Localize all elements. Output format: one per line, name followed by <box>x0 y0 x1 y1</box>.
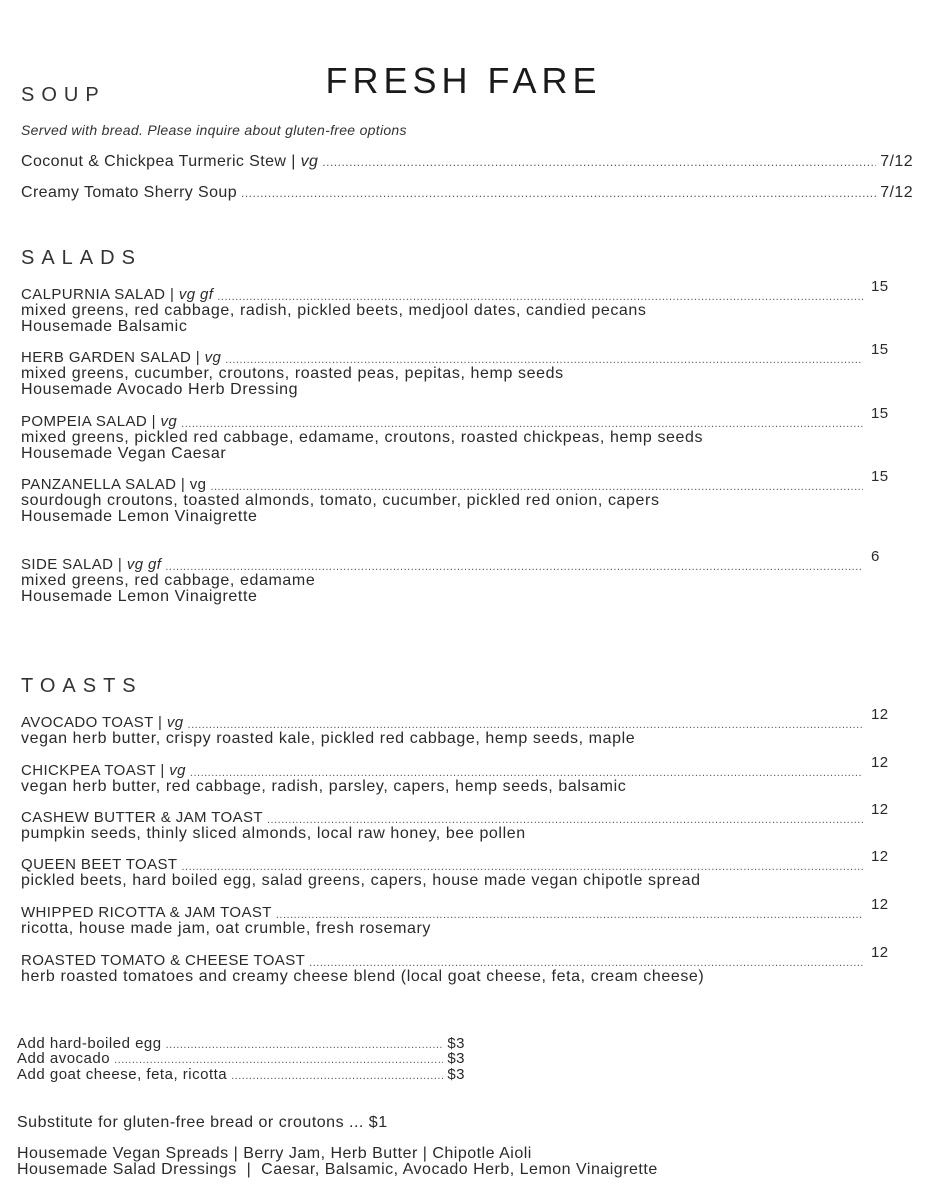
item-price: 15 <box>871 405 889 422</box>
item-price: 12 <box>871 944 889 961</box>
item-price: 15 <box>871 341 889 358</box>
item-name: PANZANELLA SALAD | vg <box>21 476 207 493</box>
toast-item <box>21 848 893 889</box>
housemade-dressings-note: Housemade Salad Dressings | Caesar, Balsamic, Avocado Herb, Lemon Vinaigrette <box>17 1161 658 1178</box>
item-price: 7/12 <box>880 153 913 170</box>
item-description: ricotta, house made jam, oat crumble, fresh rosemary <box>21 920 432 937</box>
item-name: SIDE SALAD | vg gf <box>21 556 162 573</box>
toast-item <box>21 896 893 937</box>
diet-tag: vg <box>169 762 186 779</box>
item-name: ROASTED TOMATO & CHEESE TOAST <box>21 952 306 969</box>
item-name: Coconut & Chickpea Turmeric Stew | vg <box>21 153 319 170</box>
item-name: WHIPPED RICOTTA & JAM TOAST <box>21 904 272 921</box>
soup-item <box>21 184 913 202</box>
salad-item <box>21 548 893 605</box>
addon-label: Add avocado <box>17 1050 111 1067</box>
item-dressing: Housemade Lemon Vinaigrette <box>21 508 258 525</box>
salad-item <box>21 468 893 525</box>
item-dressing: Housemade Vegan Caesar <box>21 445 227 462</box>
dot-leader <box>231 1069 443 1084</box>
addon-price: $3 <box>447 1050 465 1067</box>
item-price: 12 <box>871 754 889 771</box>
diet-tag: vg gf <box>178 286 214 303</box>
diet-tag: vg <box>300 153 319 170</box>
toast-item <box>21 754 893 795</box>
item-name: Creamy Tomato Sherry Soup <box>21 184 238 201</box>
item-price: 12 <box>871 848 889 865</box>
item-dressing: Housemade Avocado Herb Dressing <box>21 381 299 398</box>
diet-tag: vg gf <box>126 556 162 573</box>
diet-tag: vg <box>166 714 184 731</box>
salad-item <box>21 278 893 335</box>
toast-item <box>21 706 893 747</box>
diet-tag: vg <box>204 349 222 366</box>
item-name: QUEEN BEET TOAST <box>21 856 178 873</box>
item-description: herb roasted tomatoes and creamy cheese blend (local goat cheese, feta, cream cheese) <box>21 968 705 985</box>
item-price: 12 <box>871 706 889 723</box>
item-description: pickled beets, hard boiled egg, salad greens, capers, house made vegan chipotle spread <box>21 872 701 889</box>
item-price: 7/12 <box>880 184 913 201</box>
salad-item <box>21 341 893 398</box>
housemade-spreads-note: Housemade Vegan Spreads | Berry Jam, Herb Butter | Chipotle Aioli <box>17 1145 532 1162</box>
soup-note: Served with bread. Please inquire about gluten-free options <box>21 122 407 138</box>
addon-label: Add hard-boiled egg <box>17 1035 162 1052</box>
dot-leader <box>322 155 876 169</box>
item-description: mixed greens, cucumber, croutons, roasted peas, pepitas, hemp seeds <box>21 365 564 382</box>
item-price: 12 <box>871 801 889 818</box>
item-description: mixed greens, pickled red cabbage, edamame, croutons, roasted chickpeas, hemp seeds <box>21 429 704 446</box>
soup-item <box>21 153 913 171</box>
item-price: 15 <box>871 278 889 295</box>
item-dressing: Housemade Balsamic <box>21 318 188 335</box>
item-price: 15 <box>871 468 889 485</box>
addon-label: Add goat cheese, feta, ricotta <box>17 1066 228 1083</box>
item-description: vegan herb butter, red cabbage, radish, parsley, capers, hemp seeds, balsamic <box>21 778 627 795</box>
addon-price: $3 <box>447 1035 465 1052</box>
section-heading-soup: SOUP <box>21 84 106 106</box>
item-name: HERB GARDEN SALAD | vg <box>21 349 222 366</box>
item-name: POMPEIA SALAD | vg <box>21 413 178 430</box>
gluten-free-substitute-note: Substitute for gluten-free bread or croutons ... $1 <box>17 1114 388 1131</box>
addon-item <box>17 1067 465 1084</box>
diet-tag: vg <box>160 413 178 430</box>
item-description: mixed greens, red cabbage, edamame <box>21 572 316 589</box>
item-price: 6 <box>871 548 880 565</box>
item-description: mixed greens, red cabbage, radish, pickled beets, medjool dates, candied pecans <box>21 302 647 319</box>
item-name: CALPURNIA SALAD | vg gf <box>21 286 214 303</box>
dot-leader <box>241 186 876 200</box>
item-description: pumpkin seeds, thinly sliced almonds, local raw honey, bee pollen <box>21 825 526 842</box>
salad-item <box>21 405 893 462</box>
toast-item <box>21 944 893 985</box>
item-description: vegan herb butter, crispy roasted kale, pickled red cabbage, hemp seeds, maple <box>21 730 636 747</box>
item-price: 12 <box>871 896 889 913</box>
addon-price: $3 <box>447 1066 465 1083</box>
section-heading-salads: SALADS <box>21 247 142 269</box>
item-name: AVOCADO TOAST | vg <box>21 714 184 731</box>
menu-title: FRESH FARE <box>325 60 602 102</box>
section-heading-toasts: TOASTS <box>21 675 143 697</box>
item-name: CHICKPEA TOAST | vg <box>21 762 186 779</box>
item-name: CASHEW BUTTER & JAM TOAST <box>21 809 263 826</box>
toast-item <box>21 801 893 842</box>
item-dressing: Housemade Lemon Vinaigrette <box>21 588 258 605</box>
item-description: sourdough croutons, toasted almonds, tomato, cucumber, pickled red onion, capers <box>21 492 660 509</box>
